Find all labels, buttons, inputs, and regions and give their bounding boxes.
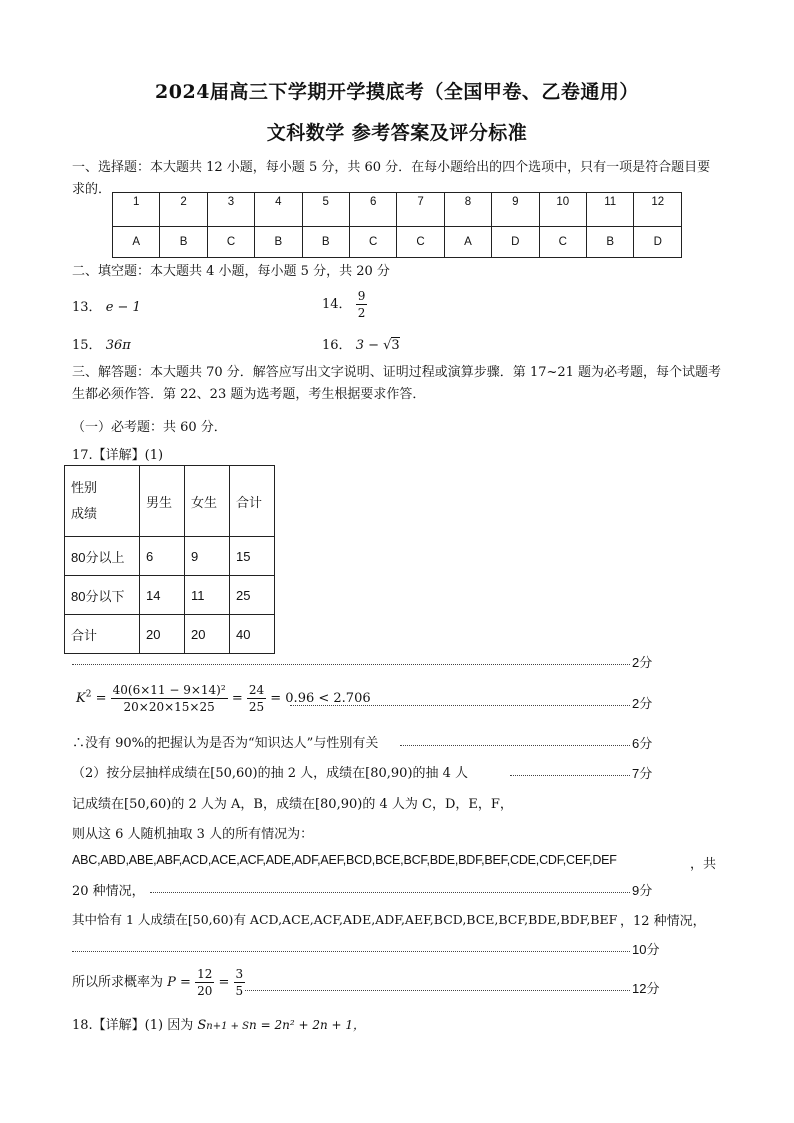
col-male: 男生 (140, 466, 185, 537)
cell: 20 (185, 615, 230, 654)
q13-answer: e − 1 (105, 300, 141, 315)
k2-symbol: K (76, 691, 86, 706)
prob-denominator-2: 5 (235, 984, 244, 998)
dotted-leader (400, 745, 630, 746)
table-corner-header (65, 466, 140, 537)
row-label: 80分以下 (65, 576, 140, 615)
q17-part2-intro: 则从这 6 人随机抽取 3 人的所有情况为： (72, 827, 314, 842)
q15-answer: 36π (105, 338, 131, 353)
probability-line: 所以所求概率为 P = $\frac{12}{20}$ = $\frac{3}{5}$ (72, 967, 244, 998)
q-answer: C (397, 227, 444, 258)
q16-label: 16． (322, 338, 352, 353)
header-score: 成绩 (71, 506, 98, 521)
q-answer: B (586, 227, 633, 258)
q18-s-symbol: S (197, 1018, 207, 1033)
q18-formula-end: n = 2n² + 2n + 1， (249, 1018, 365, 1032)
section2-intro: 二、填空题：本大题共 4 小题，每小题 5 分，共 20 分 (72, 264, 390, 279)
table-row (65, 576, 275, 615)
cell: 6 (140, 537, 185, 576)
q17-conclusion: ∴没有 90%的把握认为是否为“知识达人”与性别有关 (72, 736, 379, 751)
dotted-leader (150, 892, 630, 893)
q-answer: D (634, 227, 682, 258)
document-title: 2024届高三下学期开学摸底考（全国甲卷、乙卷通用） (155, 81, 639, 103)
k2-result: = 0.96 < 2.706 (270, 691, 371, 706)
q15-label: 15． (72, 338, 102, 353)
q-answer: A (113, 227, 160, 258)
q14-numerator: 9 (357, 289, 366, 303)
score-label: 7分 (632, 766, 653, 781)
q-number: 4 (255, 193, 302, 227)
contingency-header-row (65, 466, 275, 537)
q-answer: D (492, 227, 539, 258)
cell: 40 (230, 615, 275, 654)
k2-mid-fraction (247, 682, 266, 715)
probability-prefix: 所以所求概率为 (72, 975, 168, 990)
q-number: 5 (302, 193, 349, 227)
q14-fraction (356, 288, 368, 321)
document-subtitle: 文科数学 参考答案及评分标准 (266, 122, 528, 144)
score-label: 10分 (632, 942, 660, 957)
q16-answer-prefix: 3 − (355, 338, 384, 353)
k2-denominator: 20×20×15×25 (123, 700, 215, 714)
q-number: 12 (634, 193, 682, 227)
q-number: 6 (349, 193, 396, 227)
answer-table (112, 192, 682, 258)
q-answer: C (349, 227, 396, 258)
q18-intro: 18.【详解】(1) 因为 (72, 1018, 198, 1033)
prob-denominator-1: 20 (197, 984, 213, 998)
col-female: 女生 (185, 466, 230, 537)
section3-intro: 三、解答题：本大题共 70 分．解答应写出文字说明、证明过程或演算步骤．第 17~21 题为必考题，每个试题考生都必须作答．第 22、23 题为选考题，考生根据要求作答． (72, 365, 722, 402)
q-number: 2 (160, 193, 207, 227)
q-answer: C (539, 227, 586, 258)
q-number: 11 (586, 193, 633, 227)
header-gender: 性别 (71, 480, 98, 495)
q-number: 9 (492, 193, 539, 227)
q16-radicand: 3 (391, 338, 400, 353)
score-label: 6分 (632, 736, 653, 751)
section3-part1: （一）必考题：共 60 分． (72, 420, 227, 435)
answer-table-header-row (113, 193, 682, 227)
col-total: 合计 (230, 466, 275, 537)
cell: 14 (140, 576, 185, 615)
cell: 20 (140, 615, 185, 654)
sqrt-symbol: √ (383, 338, 392, 353)
favorable-outcomes-tail: ，12 种情况， (620, 914, 706, 929)
q17-part2-naming: 记成绩在[50,60)的 2 人为 A，B，成绩在[80,90)的 4 人为 C，D，E，F， (72, 797, 513, 812)
row-label: 合计 (65, 615, 140, 654)
q-answer: B (302, 227, 349, 258)
q-number: 7 (397, 193, 444, 227)
dotted-leader (72, 664, 630, 665)
q17-heading: 17.【详解】(1) (72, 448, 164, 463)
k2-numerator: 40(6×11 − 9×14)² (112, 683, 226, 697)
q18-formula-rest: n+1 + S (206, 1021, 250, 1032)
dotted-leader (72, 951, 630, 952)
score-label: 2分 (632, 655, 653, 670)
q-number: 10 (539, 193, 586, 227)
all-outcomes-tail: ，共 (690, 857, 717, 872)
k2-formula: $K^2$ = $\frac{\text{40(6×11 − 9×14)²}}{20\times 20\times 15\times 25}$ = $\frac{24}{25}$ = 0.96 < 2.706 (76, 683, 371, 714)
dotted-leader (245, 990, 630, 991)
table-row (65, 615, 275, 654)
score-label: 2分 (632, 696, 653, 711)
fill-q14 (322, 288, 367, 321)
k2-mid-denominator: 25 (248, 700, 265, 714)
score-label: 12分 (632, 981, 660, 996)
favorable-outcomes: 其中恰有 1 人成绩在[50,60)有 ACD,ACE,ACF,ADE,ADF,AEF,BCD,BCE,BCF,BDE,BDF,BEF (72, 912, 618, 927)
probability-symbol: P (167, 975, 176, 990)
fill-q16 (322, 334, 400, 353)
contingency-table (64, 465, 275, 654)
k2-mid-numerator: 24 (248, 683, 265, 697)
all-outcomes: ABC,ABD,ABE,ABF,ACD,ACE,ACF,ADE,ADF,AEF,BCD,BCE,BCF,BDE,BDF,BEF,CDE,CDF,CEF,DEF (72, 853, 617, 867)
dotted-leader (290, 705, 630, 706)
q-answer: B (255, 227, 302, 258)
all-outcomes-count: 20 种情况， (72, 884, 145, 899)
answer-table-answer-row (113, 227, 682, 258)
q18-heading (72, 1014, 365, 1033)
q-answer: A (444, 227, 491, 258)
q14-label: 14． (322, 297, 352, 312)
cell: 11 (185, 576, 230, 615)
q-answer: C (207, 227, 254, 258)
prob-numerator-1: 12 (197, 967, 213, 981)
q17-part2: （2）按分层抽样成绩在[50,60)的抽 2 人，成绩在[80,90)的抽 4 人 (72, 766, 469, 781)
q-number: 8 (444, 193, 491, 227)
probability-fraction-2 (234, 966, 246, 999)
fill-q15 (72, 334, 131, 353)
q13-label: 13． (72, 300, 102, 315)
row-label: 80分以上 (65, 537, 140, 576)
cell: 25 (230, 576, 275, 615)
fill-q13 (72, 296, 141, 315)
dotted-leader (510, 775, 630, 776)
q14-denominator: 2 (357, 306, 366, 320)
score-label: 9分 (632, 883, 653, 898)
prob-numerator-2: 3 (235, 967, 244, 981)
table-row (65, 537, 275, 576)
cell: 9 (185, 537, 230, 576)
section1-intro: 一、选择题：本大题共 12 小题，每小题 5 分，共 60 分．在每小题给出的四个选项中，只有一项是符合题目要求的． (72, 160, 711, 197)
q-number: 3 (207, 193, 254, 227)
q-answer: B (160, 227, 207, 258)
k2-fraction (111, 682, 228, 715)
k2-superscript: 2 (85, 689, 92, 700)
q-number: 1 (113, 193, 160, 227)
cell: 15 (230, 537, 275, 576)
probability-fraction-1 (195, 966, 214, 999)
